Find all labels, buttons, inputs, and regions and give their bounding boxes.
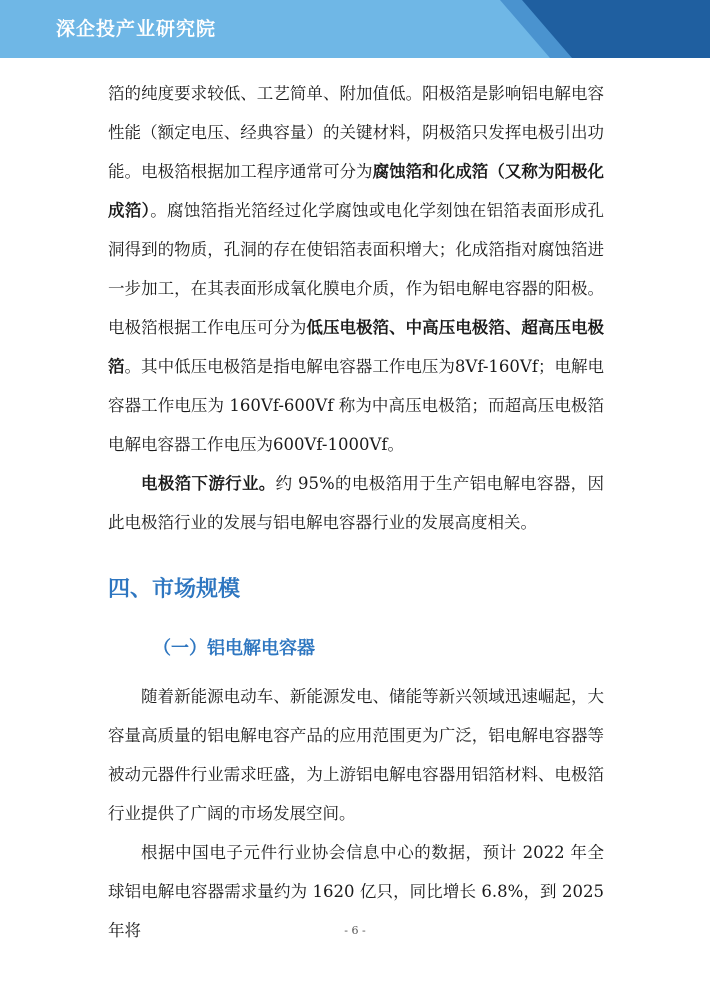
paragraph-electrode-foil <box>108 74 604 464</box>
text-segment: 。腐蚀箔指光箔经过化学腐蚀或电化学刻蚀在铝箔表面形成孔洞得到的物质，孔洞的存在使铝箔表面积增大；化成箔指对腐蚀箔进一步加工，在其表面形成氧化膜电介质，作为铝电解电容器的阳极。电极箔根据工作电压可分为 <box>108 201 605 337</box>
body-text <box>108 74 604 542</box>
bold-lead: 电极箔下游行业。 <box>141 474 276 493</box>
bold-term: 腐蚀箔和化成箔（又称为阳极化成箔） <box>108 162 605 220</box>
text-segment: 箔的纯度要求较低、工艺简单、附加值低。阳极箔是影响铝电解电容性能（额定电压、经典容量）的关键材料，阴极箔只发挥电极引出功能。电极箔根据加工程序通常可分为 <box>108 84 604 181</box>
header-title: 深企投产业研究院 <box>56 18 217 40</box>
text-segment: 约 95%的电极箔用于生产铝电解电容器，因此电极箔行业的发展与铝电解电容器行业的发展高度相关。 <box>108 474 604 532</box>
bold-term: 低压电极箔、中高压电极箔、超高压电极箔 <box>108 318 605 376</box>
paragraph-forecast: 根据中国电子元件行业协会信息中心的数据，预计 2022 年全球铝电解电容器需求量约为 1620 亿只，同比增长 6.8%，到 2025 年将 <box>108 843 604 940</box>
paragraph-demand: 随着新能源电动车、新能源发电、储能等新兴领域迅速崛起，大容量高质量的铝电解电容产品的应用范围更为广泛，铝电解电容器等被动元器件行业需求旺盛，为上游铝电解电容器用铝箔材料、电极箔行业提供了广阔的市场发展空间。 <box>108 687 604 823</box>
subsection-title: （一）铝电解电容器 <box>153 638 315 659</box>
body-text-market <box>108 677 604 950</box>
text-segment: 。其中低压电极箔是指电解电容器工作电压为8Vf-160Vf；电解电容器工作电压为 160Vf-600Vf 称为中高压电极箔；而超高压电极箔电解电容器工作电压为600Vf-1000Vf。 <box>108 357 605 454</box>
paragraph-downstream <box>108 464 604 542</box>
page-number: - 6 - <box>344 924 366 937</box>
section-title: 四、市场规模 <box>108 577 241 602</box>
page-header <box>0 0 710 58</box>
